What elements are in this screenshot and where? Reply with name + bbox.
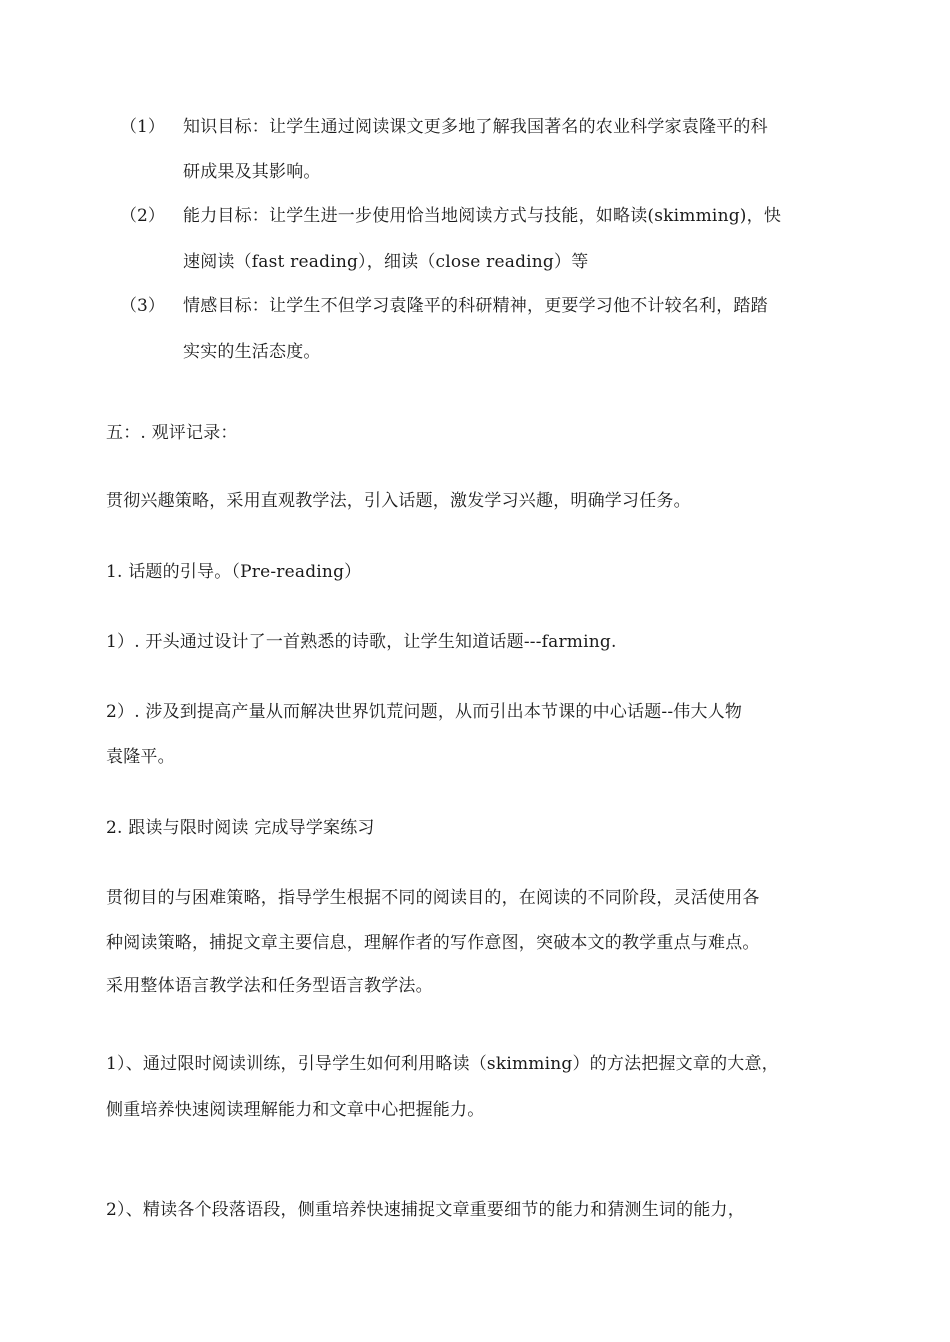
item-2-sub-1-line-1: 1）、通过限时阅读训练，引导学生如何利用略读（skimming）的方法把握文章的大意，	[106, 1054, 779, 1074]
objective-1-line-1: 知识目标：让学生通过阅读课文更多地了解我国著名的农业科学家袁隆平的科	[183, 117, 768, 137]
item-1-sub-2-line-1: 2）. 涉及到提高产量从而解决世界饥荒问题，从而引出本节课的中心话题--伟大人物	[106, 702, 743, 722]
objective-3-line-1: 情感目标：让学生不但学习袁隆平的科研精神，更要学习他不计较名利，踏踏	[183, 296, 768, 316]
item-2-paragraph-line-1: 贯彻目的与困难策略，指导学生根据不同的阅读目的，在阅读的不同阶段，灵活使用各	[106, 888, 760, 908]
objective-3-number: （3）	[120, 296, 165, 316]
item-2-sub-1-line-2: 侧重培养快速阅读理解能力和文章中心把握能力。	[106, 1100, 485, 1120]
section-heading: 五：. 观评记录：	[106, 423, 238, 443]
objective-2-line-2: 速阅读（fast reading），细读（close reading）等	[183, 252, 589, 272]
objective-2-line-1: 能力目标：让学生进一步使用恰当地阅读方式与技能，如略读(skimming)，快	[183, 206, 782, 226]
item-1-title: 1. 话题的引导。（Pre-reading）	[106, 562, 362, 582]
item-2-title: 2. 跟读与限时阅读 完成导学案练习	[106, 818, 375, 838]
item-1-sub-1: 1）. 开头通过设计了一首熟悉的诗歌，让学生知道话题---farming.	[106, 632, 617, 652]
item-2-paragraph-line-3: 采用整体语言教学法和任务型语言教学法。	[106, 976, 433, 996]
item-2-paragraph-line-2: 种阅读策略，捕捉文章主要信息，理解作者的写作意图，突破本文的教学重点与难点。	[106, 933, 760, 953]
objective-3-line-2: 实实的生活态度。	[183, 342, 321, 362]
objective-1-number: （1）	[120, 117, 165, 137]
item-2-sub-2-line-1: 2）、精读各个段落语段，侧重培养快速捕捉文章重要细节的能力和猜测生词的能力，	[106, 1200, 745, 1220]
section-intro: 贯彻兴趣策略，采用直观教学法，引入话题，激发学习兴趣，明确学习任务。	[106, 491, 691, 511]
item-1-sub-2-line-2: 袁隆平。	[106, 747, 175, 767]
objective-2-number: （2）	[120, 206, 165, 226]
objective-1-line-2: 研成果及其影响。	[183, 162, 321, 182]
